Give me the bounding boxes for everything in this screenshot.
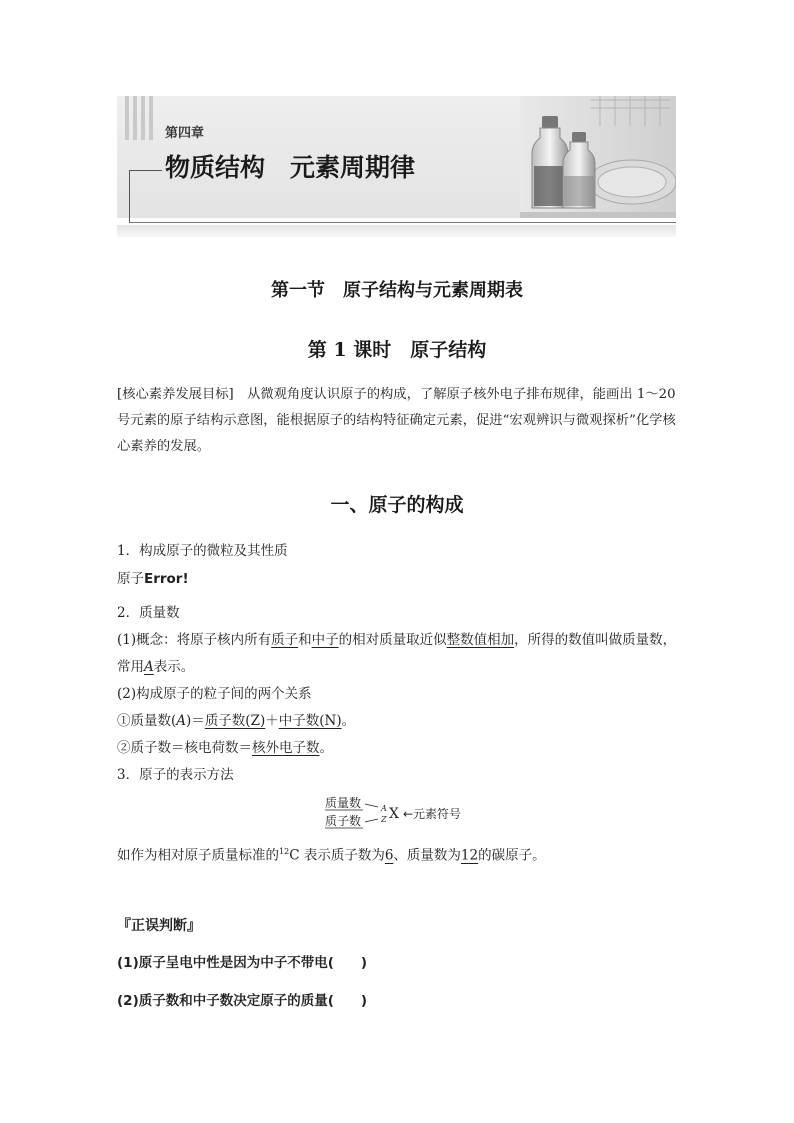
item-1-heading: 1．构成原子的微粒及其性质 bbox=[117, 543, 288, 559]
diagram-arrow bbox=[365, 804, 378, 807]
answer-integer-sum: 整数值相加 bbox=[446, 632, 515, 648]
core-goals-text: 从微观角度认识原子的构成，了解原子核外电子排布规律，能画出 1～20 号元素的原子结构示意图，能根据原子的结构特征确定元素，促进“宏观辨识与微观探析”化学核心素养的发展。 bbox=[117, 387, 676, 454]
banner-stripe bbox=[125, 96, 129, 140]
text-run: 表示质子数为 bbox=[299, 847, 385, 864]
core-goals-paragraph bbox=[117, 382, 679, 460]
text-run: ①质量数( bbox=[117, 713, 177, 729]
text-run: 的相对质量取近似 bbox=[338, 632, 447, 648]
text-run: ，所得的数值叫做质量数， bbox=[514, 632, 677, 648]
diagram-symbol-label: ←元素符号 bbox=[403, 807, 462, 821]
chapter-label: 第四章 bbox=[165, 126, 205, 141]
mass-superscript: 12 bbox=[279, 847, 290, 856]
text-run: 如作为相对原子质量标准的 bbox=[117, 847, 279, 864]
diagram-A: A bbox=[381, 804, 387, 813]
diagram-arrow bbox=[365, 819, 378, 822]
example-line bbox=[117, 838, 546, 870]
concept-line-2 bbox=[117, 654, 194, 681]
answer-electron-number: 核外电子数 bbox=[252, 740, 320, 756]
banner-stripe bbox=[133, 96, 137, 140]
text-run: 。 bbox=[319, 740, 333, 756]
item-2-heading: 2．质量数 bbox=[117, 605, 180, 621]
text-run: 表示。 bbox=[153, 659, 195, 675]
judgement-q2: (2)质子数和中子数决定原子的质量( ) bbox=[117, 993, 368, 1009]
relation-1 bbox=[117, 708, 355, 735]
text-run: ＋ bbox=[265, 713, 279, 729]
answer-A: A bbox=[144, 659, 154, 675]
answer-neutron: 中子 bbox=[311, 632, 339, 648]
diagram-proton-label: 质子数 bbox=[325, 814, 362, 828]
banner-stripe bbox=[141, 96, 145, 140]
text-run: 的碳原子。 bbox=[478, 847, 546, 864]
section-title: 第一节 原子结构与元素周期表 bbox=[271, 280, 523, 301]
answer-proton-number: 质子数(Z) bbox=[204, 713, 266, 729]
text-run: 、质量数为 bbox=[393, 847, 461, 864]
text-run: ②质子数＝核电荷数＝ bbox=[117, 740, 252, 756]
answer-proton: 质子 bbox=[271, 632, 299, 648]
diagram-mass-label: 质量数 bbox=[325, 796, 362, 810]
error-text: Error! bbox=[144, 571, 189, 587]
diagram-Z: Z bbox=[381, 815, 387, 824]
lesson-title: 第 1 课时 原子结构 bbox=[307, 339, 487, 361]
atom-label: 原子 bbox=[117, 571, 144, 587]
banner-stripe bbox=[149, 96, 153, 140]
item-1-line bbox=[117, 566, 189, 593]
core-goals-tag: [核心素养发展目标] bbox=[117, 387, 234, 402]
relation-title: (2)构成原子的粒子间的两个关系 bbox=[117, 686, 312, 702]
banner-bracket bbox=[129, 170, 130, 222]
answer-neutron-number: 中子数(N) bbox=[278, 713, 342, 729]
chapter-title: 物质结构 元素周期律 bbox=[165, 153, 416, 182]
relation-2 bbox=[117, 735, 333, 762]
judgement-title: 『正误判断』 bbox=[117, 918, 201, 934]
banner-bracket bbox=[129, 170, 162, 171]
item-3-heading: 3．原子的表示方法 bbox=[117, 767, 234, 783]
carbon-symbol: C bbox=[289, 847, 300, 864]
chapter-banner bbox=[117, 96, 676, 218]
answer-12: 12 bbox=[460, 847, 479, 864]
text-run: 。 bbox=[341, 713, 356, 729]
banner-base-line bbox=[129, 222, 676, 223]
text-run: )＝ bbox=[186, 713, 205, 729]
part-heading: 一、原子的构成 bbox=[330, 494, 464, 516]
atomic-notation-diagram bbox=[325, 795, 505, 831]
lab-flasks-image bbox=[520, 96, 676, 218]
answer-6: 6 bbox=[384, 847, 394, 864]
banner-shadow bbox=[117, 225, 676, 237]
diagram-X: X bbox=[389, 806, 399, 822]
symbol-A: A bbox=[176, 713, 187, 729]
concept-line-1 bbox=[117, 627, 676, 654]
judgement-q1: (1)原子呈电中性是因为中子不带电( ) bbox=[117, 955, 368, 971]
text-run: 和 bbox=[298, 632, 312, 648]
text-run: (1)概念：将原子核内所有 bbox=[117, 632, 272, 648]
text-run: 常用 bbox=[117, 659, 144, 675]
